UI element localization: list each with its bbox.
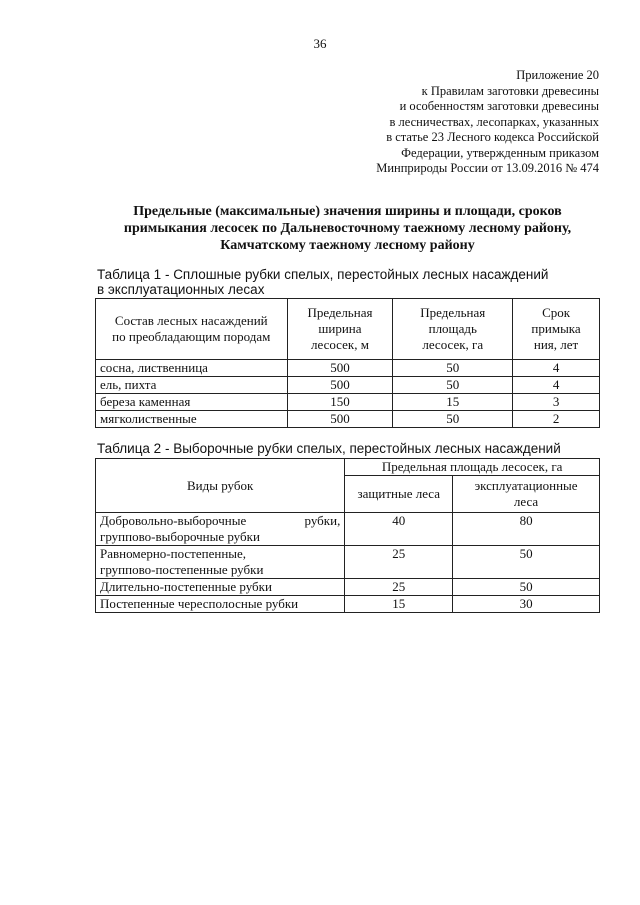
title-line: примыкания лесосек по Дальневосточному таежному лесному району,: [123, 221, 572, 236]
protective-area-cell: 15: [345, 596, 453, 613]
header-exploitation-forests: эксплуатационные леса: [453, 476, 600, 513]
table-row: [96, 546, 600, 579]
table-row: [96, 377, 600, 394]
document-title: [95, 203, 600, 254]
table2-caption: Таблица 2 - Выборочные рубки спелых, перестойных лесных насаждений: [97, 441, 561, 456]
table-row: [96, 360, 600, 377]
exploitation-area-cell: 80: [453, 513, 600, 546]
exploitation-area-cell: 50: [453, 546, 600, 579]
width-cell: 150: [287, 394, 393, 411]
cutting-kind-cell: Длительно-постепенные рубки: [96, 579, 345, 596]
cutting-kind-cell: Равномерно-постепенные, группово-постепенные рубки: [96, 546, 345, 579]
protective-area-cell: 40: [345, 513, 453, 546]
term-cell: 4: [513, 360, 600, 377]
title-line: Камчатскому таежному лесному району: [220, 238, 475, 253]
table1-header-row: [96, 299, 600, 360]
width-cell: 500: [287, 377, 393, 394]
appendix-line: в статье 23 Лесного кодекса Российской: [386, 130, 599, 144]
area-cell: 50: [393, 377, 513, 394]
appendix-note: [339, 68, 599, 177]
header-area: Предельная площадь лесосек, га: [393, 299, 513, 360]
protective-area-cell: 25: [345, 546, 453, 579]
table-row: [96, 394, 600, 411]
header-adjacency-term: Срок примыка ния, лет: [513, 299, 600, 360]
table2-header-row: [96, 459, 600, 476]
appendix-line: и особенностям заготовки древесины: [399, 99, 599, 113]
page-number: 36: [313, 36, 327, 51]
species-cell: сосна, лиственница: [96, 360, 288, 377]
header-composition: Состав лесных насаждений по преобладающим породам: [96, 299, 288, 360]
species-cell: ель, пихта: [96, 377, 288, 394]
area-cell: 15: [393, 394, 513, 411]
width-cell: 500: [287, 360, 393, 377]
term-cell: 4: [513, 377, 600, 394]
appendix-line: Минприроды России от 13.09.2016 № 474: [376, 161, 599, 175]
appendix-line: в лесничествах, лесопарках, указанных: [389, 114, 599, 129]
header-width: Предельная ширина лесосек, м: [287, 299, 393, 360]
width-cell: 500: [287, 411, 393, 428]
header-cutting-kind: Виды рубок: [96, 459, 345, 513]
header-max-area: Предельная площадь лесосек, га: [345, 459, 600, 476]
header-protective-forests: защитные леса: [345, 476, 453, 513]
appendix-line: Федерации, утвержденным приказом: [401, 145, 599, 160]
cutting-kind-cell: Постепенные чересполосные рубки: [96, 596, 345, 613]
protective-area-cell: 25: [345, 579, 453, 596]
table-row: [96, 513, 600, 546]
species-cell: береза каменная: [96, 394, 288, 411]
area-cell: 50: [393, 360, 513, 377]
cutting-kind-cell: Добровольно-выборочные рубки, группово-выборочные рубки: [96, 513, 345, 546]
exploitation-area-cell: 50: [453, 579, 600, 596]
term-cell: 3: [513, 394, 600, 411]
appendix-line: к Правилам заготовки древесины: [421, 83, 599, 98]
table1: [95, 298, 600, 428]
appendix-line: Приложение 20: [516, 68, 599, 82]
caption-line: Таблица 1 - Сплошные рубки спелых, перестойных лесных насаждений: [97, 267, 549, 282]
table2: [95, 458, 600, 613]
table-row: [96, 596, 600, 613]
title-line: Предельные (максимальные) значения ширины и площади, сроков: [133, 204, 562, 219]
caption-line: в эксплуатационных лесах: [97, 282, 265, 297]
table-row: [96, 411, 600, 428]
term-cell: 2: [513, 411, 600, 428]
species-cell: мягколиственные: [96, 411, 288, 428]
table-row: [96, 579, 600, 596]
exploitation-area-cell: 30: [453, 596, 600, 613]
area-cell: 50: [393, 411, 513, 428]
table1-caption: [97, 267, 567, 297]
